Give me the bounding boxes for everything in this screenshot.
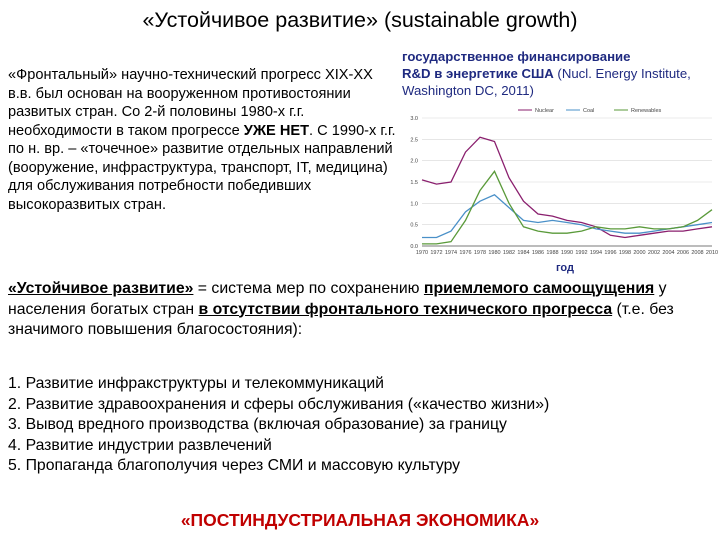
x-tick-label: 2006 xyxy=(676,250,690,256)
y-tick-label: 1.0 xyxy=(410,201,418,208)
x-tick-label: 1990 xyxy=(560,250,574,256)
y-tick-label: 0.0 xyxy=(410,244,418,250)
x-tick-label: 2004 xyxy=(662,250,675,256)
slide-title: «Устойчивое развитие» (sustainable growth) xyxy=(142,8,578,32)
x-tick-label: 2002 xyxy=(647,250,661,256)
x-tick-label: 2000 xyxy=(633,250,646,256)
definition-emphasis-1: приемлемого самоощущения xyxy=(423,280,655,297)
intro-text-1: «Фронтальный» научно-технический прогресс XIX-XX в.в. был основан на вооруженном противостоянии развитых стран. Со 2-й половины 1980-х г.г. необходимости в таком прогрессе xyxy=(8,67,373,139)
x-tick-label: 1972 xyxy=(430,250,443,256)
x-axis-label: год xyxy=(556,262,574,274)
x-tick-label: 1994 xyxy=(589,250,603,256)
x-tick-label: 2010 xyxy=(705,250,718,256)
y-tick-label: 3.0 xyxy=(410,116,418,122)
x-tick-label: 1980 xyxy=(488,250,501,256)
list-item: 1. Развитие инфракструктуры и телекоммуникаций xyxy=(8,375,384,392)
definition-text-1: = система мер по сохранению xyxy=(193,280,424,297)
intro-paragraph xyxy=(8,66,400,214)
x-tick-label: 1986 xyxy=(531,250,545,256)
x-tick-label: 2008 xyxy=(691,250,704,256)
x-tick-label: 1976 xyxy=(459,250,472,256)
x-tick-label: 1978 xyxy=(473,250,487,256)
x-tick-label: 1974 xyxy=(444,250,458,256)
x-tick-label: 1982 xyxy=(502,250,516,256)
x-tick-label: 1998 xyxy=(618,250,632,256)
x-tick-label: 1988 xyxy=(546,250,559,256)
list-item: 4. Развитие индустрии развлечений xyxy=(8,436,272,454)
footer-slogan: «ПОСТИНДУСТРИАЛЬНАЯ ЭКОНОМИКА» xyxy=(180,510,540,530)
intro-text-2: . С 1990-х г.г. по н. вр. – «точечное» развитие отдельных направлений (вооружение, инфраструктура, транспорт, IT, медицина) для обслуживания потребности победивших высокоразвитых стран. xyxy=(8,122,396,213)
chart-heading-line1: государственное финансирование xyxy=(402,49,631,64)
legend-label: Nuclear xyxy=(535,108,554,114)
x-tick-label: 1970 xyxy=(415,250,429,256)
legend-label: Coal xyxy=(583,108,595,114)
list-item: 5. Пропаганда благополучия через СМИ и массовую культуру xyxy=(8,457,461,474)
chart-heading-source: (Nucl. Energy Institute, Washington DC, 2011) xyxy=(402,66,691,98)
definition-paragraph xyxy=(8,279,712,341)
chart-heading xyxy=(402,48,720,99)
x-tick-label: 1996 xyxy=(604,250,617,256)
funding-chart xyxy=(400,104,718,276)
definition-text-2: у населения богатых стран xyxy=(8,280,667,318)
chart-heading-bold: R&D в энергетике США xyxy=(402,66,554,81)
definition-text-3: (т.е. без значимого повышения благосостояния): xyxy=(8,300,674,338)
measures-list xyxy=(8,374,712,477)
definition-emphasis-2: в отсутствии фронтального технического прогресса xyxy=(198,300,613,318)
list-item: 2. Развитие здравоохранения и сферы обслуживания («качество жизни») xyxy=(8,395,550,413)
x-tick-label: 1992 xyxy=(575,250,588,256)
definition-term: «Устойчивое развитие» xyxy=(8,280,194,297)
y-tick-label: 2.0 xyxy=(410,158,418,165)
list-item: 3. Вывод вредного производства (включая образование) за границу xyxy=(8,416,507,433)
intro-emphasis: УЖЕ НЕТ xyxy=(243,122,310,139)
y-tick-label: 0.5 xyxy=(410,222,418,229)
y-tick-label: 1.5 xyxy=(410,180,418,186)
legend-label: Renewables xyxy=(631,108,662,114)
chart-heading-line2 xyxy=(402,65,720,99)
funding-chart-svg xyxy=(400,104,718,276)
y-tick-label: 2.5 xyxy=(410,137,418,144)
x-tick-label: 1984 xyxy=(517,250,530,256)
